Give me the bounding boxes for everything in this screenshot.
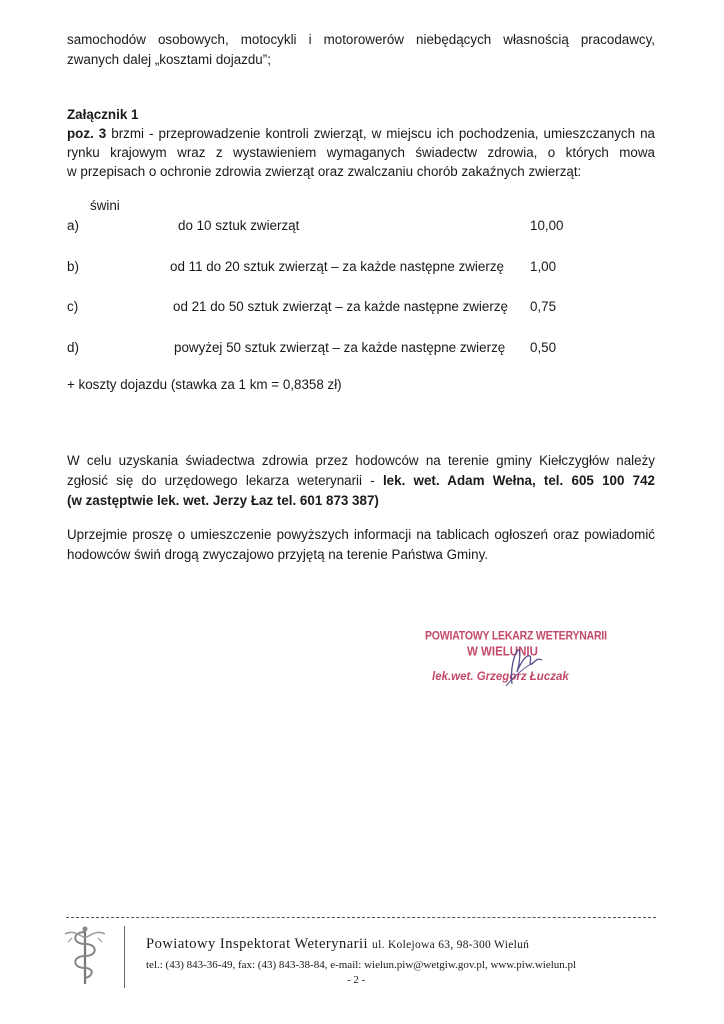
- row-desc: od 21 do 50 sztuk zwierząt – za każde następne zwierzę: [173, 299, 508, 314]
- contact-vet-name-phone: lek. wet. Adam Wełna, tel. 605 100 742: [382, 473, 655, 488]
- veterinary-caduceus-icon: [60, 924, 110, 988]
- stamp-line-2: W WIELUNIU: [467, 645, 538, 659]
- contact-line-3: (w zastęptwie lek. wet. Jerzy Łaz tel. 601 873 387): [67, 493, 379, 508]
- row-price: 0,50: [530, 340, 557, 355]
- org-address: ul. Kolejowa 63, 98-300 Wieluń: [372, 939, 530, 951]
- footer-org: [146, 935, 529, 953]
- row-letter: b): [67, 259, 79, 274]
- contact-line-1: W celu uzyskania świadectwa zdrowia przez hodowców na terenie gminy Kiełczygłów należy: [67, 453, 655, 468]
- footer-contact: tel.: (43) 843-36-49, fax: (43) 843-38-84, e-mail: wielun.piw@wetgiw.gov.pl, www.piw.wielun.pl: [146, 959, 577, 971]
- intro-line-2: zwanych dalej „kosztami dojazdu”;: [67, 52, 271, 67]
- request-line-2: hodowców świń drogą zwyczajowo przyjętą na terenie Państwa Gminy.: [67, 547, 489, 562]
- row-desc: powyżej 50 sztuk zwierząt – za każde następne zwierzę: [174, 340, 506, 355]
- tariff-row-b: [0, 257, 724, 277]
- contact-text: zgłosić się do urzędowego lekarza weterynarii -: [67, 473, 383, 488]
- pos-label: poz. 3: [67, 126, 107, 141]
- request-line-1: Uprzejmie proszę o umieszczenie powyższych informacji na tablicach ogłoszeń oraz powiadomić: [67, 527, 655, 542]
- attachment-title: Załącznik 1: [67, 107, 139, 122]
- row-letter: d): [67, 340, 79, 355]
- attachment-pos-line-1: [67, 124, 655, 144]
- footer-vertical-divider: [124, 926, 125, 988]
- pos-text: brzmi - przeprowadzenie kontroli zwierząt, w miejscu ich pochodzenia, umieszczanych na: [106, 126, 655, 141]
- signature-icon: [498, 640, 548, 688]
- tariff-row-c: [0, 297, 724, 317]
- tariff-row-a: [0, 216, 724, 236]
- tariff-row-d: [0, 338, 724, 358]
- stamp-line-3: lek.wet. Grzegorz Łuczak: [432, 671, 569, 683]
- tariff-category: świni: [90, 198, 120, 213]
- row-desc: do 10 sztuk zwierząt: [178, 218, 300, 233]
- row-desc: od 11 do 20 sztuk zwierząt – za każde następne zwierzę: [170, 259, 504, 274]
- org-name: Powiatowy Inspektorat Weterynarii: [146, 936, 369, 952]
- contact-line-2: [67, 471, 655, 491]
- footer-page-number: - 2 -: [347, 974, 366, 986]
- row-letter: a): [67, 218, 79, 233]
- footer-divider: [66, 917, 656, 918]
- row-price: 1,00: [530, 259, 557, 274]
- travel-costs: + koszty dojazdu (stawka za 1 km = 0,8358 zł): [67, 377, 342, 392]
- row-letter: c): [67, 299, 79, 314]
- intro-line-1: samochodów osobowych, motocykli i motorowerów niebędących własnością pracodawcy,: [67, 32, 655, 47]
- attachment-pos-line-2: rynku krajowym wraz z wystawieniem wymaganych świadectw zdrowia, o których mowa: [67, 145, 655, 160]
- row-price: 10,00: [530, 218, 564, 233]
- row-price: 0,75: [530, 299, 557, 314]
- attachment-pos-line-3: w przepisach o ochronie zdrowia zwierząt oraz zwalczaniu chorób zakaźnych zwierząt:: [67, 164, 582, 179]
- stamp-line-1: POWIATOWY LEKARZ WETERYNARII: [425, 629, 607, 643]
